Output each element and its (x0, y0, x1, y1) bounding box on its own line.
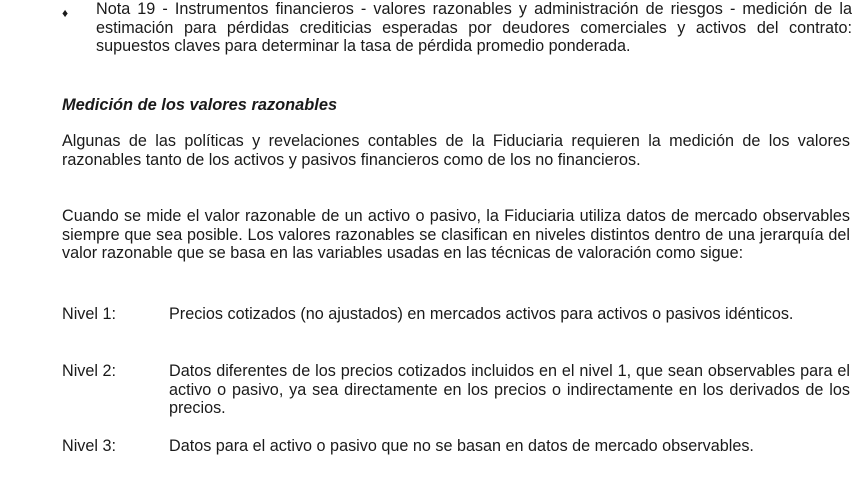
paragraph-intro: Algunas de las políticas y revelaciones contables de la Fiduciaria requieren la medición de los valores razonables tanto de los activos y pasivos financieros como de los no financieros. (62, 132, 850, 169)
bullet-item-nota-19 (62, 0, 852, 56)
diamond-bullet-icon: ♦ (62, 6, 69, 20)
level-row-1 (62, 305, 850, 324)
level-label: Nivel 3: (62, 437, 116, 455)
level-description: Datos diferentes de los precios cotizados incluidos en el nivel 1, que sean observables para el activo o pasivo, ya sea directamente en los precios o indirectamente en los derivados de los precios. (169, 362, 850, 418)
level-label: Nivel 1: (62, 305, 116, 323)
level-label: Nivel 2: (62, 362, 116, 380)
level-description: Precios cotizados (no ajustados) en mercados activos para activos o pasivos idénticos. (169, 305, 794, 323)
level-row-2 (62, 362, 850, 418)
bullet-text: Nota 19 - Instrumentos financieros - valores razonables y administración de riesgos - medición de la estimación para pérdidas crediticias esperadas por deudores comerciales y activos del contrato: supuestos claves para determinar la tasa de pérdida promedio ponderada. (96, 0, 852, 56)
level-row-3 (62, 437, 850, 456)
paragraph-hierarchy: Cuando se mide el valor razonable de un activo o pasivo, la Fiduciaria utiliza datos de mercado observables siempre que sea posible. Los valores razonables se clasifican en niveles distintos dentro de una jerarquía del valor razonable que se basa en las variables usadas en las técnicas de valoración como sigue: (62, 207, 850, 263)
level-description: Datos para el activo o pasivo que no se basan en datos de mercado observables. (169, 437, 754, 455)
section-heading: Medición de los valores razonables (62, 96, 338, 114)
